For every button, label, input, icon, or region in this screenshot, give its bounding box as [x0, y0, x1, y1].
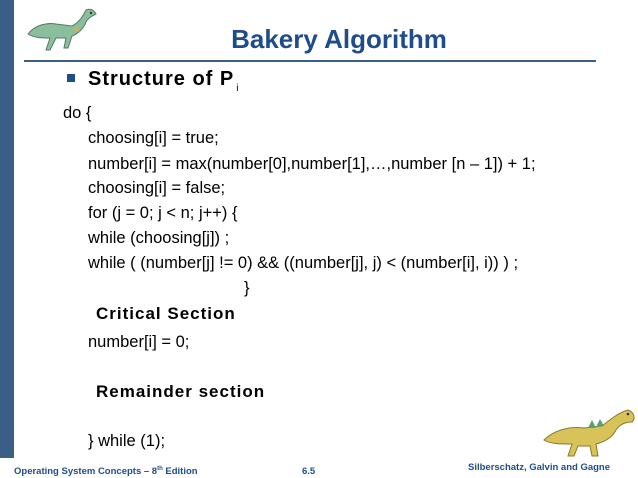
structure-subscript: i	[236, 83, 240, 94]
slide-title: Bakery Algorithm	[231, 24, 447, 54]
code-line-while-choosing: while (choosing[j]) ;	[88, 229, 230, 247]
code-line-choosing-true: choosing[i] = true;	[88, 129, 219, 147]
bullet-square-icon	[67, 74, 75, 82]
title-divider	[24, 60, 596, 62]
structure-heading	[88, 68, 240, 94]
footer-book-title	[14, 466, 198, 477]
code-line-while-number: while ( (number[j] != 0) && ((number[j], j) < (number[i], i)) ) ;	[88, 254, 519, 272]
remainder-section-heading: Remainder section	[96, 382, 266, 401]
dinosaur-footer-icon	[540, 400, 638, 460]
footer-authors: Silberschatz, Galvin and Gagne	[468, 462, 611, 473]
code-line-choosing-false: choosing[i] = false;	[88, 179, 226, 197]
footer-page-number: 6.5	[302, 466, 316, 477]
code-line-do: do {	[63, 104, 92, 122]
structure-label: Structure of P	[88, 68, 235, 90]
critical-section-heading: Critical Section	[96, 304, 236, 323]
footer-title-text: Operating System Concepts – 8	[14, 466, 158, 478]
left-decorative-bar	[0, 0, 14, 478]
code-line-number-reset: number[i] = 0;	[88, 333, 190, 351]
footer-title-superscript: th	[157, 466, 163, 472]
code-line-close-brace: }	[244, 279, 250, 297]
code-line-for-loop: for (j = 0; j < n; j++) {	[88, 204, 238, 222]
code-line-while-end: } while (1);	[88, 432, 166, 450]
footer-title-edition: Edition	[162, 466, 198, 478]
code-line-number-max: number[i] = max(number[0],number[1],…,number [n – 1]) + 1;	[88, 155, 536, 173]
